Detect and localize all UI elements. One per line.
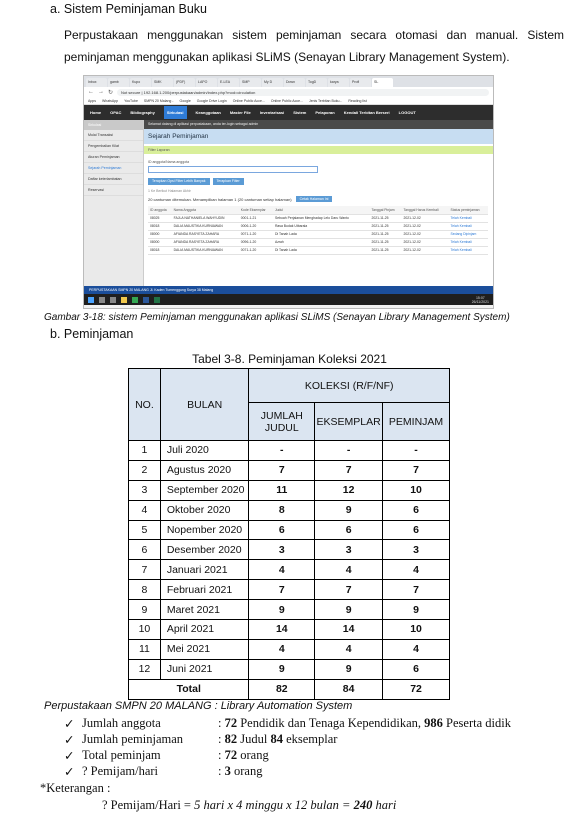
loan-table-cell: 08000 [148, 238, 172, 246]
row-no: 5 [129, 520, 161, 540]
row-judul: - [249, 441, 315, 461]
loan-table-header-cell: Status peminjaman [449, 206, 488, 214]
loan-table-row [148, 246, 488, 254]
loan-table-row [148, 230, 488, 238]
loan-table-cell: 2021-12-02 [401, 238, 448, 246]
row-peminjam: 7 [383, 460, 450, 480]
browser-tab: SL [372, 78, 393, 87]
summary-label: Total peminjam [82, 748, 161, 762]
bookmark-item: YouTube [124, 98, 138, 103]
loan-table-header-cell: Nama Anggota [172, 206, 239, 214]
browser-tab: Kupo [130, 78, 151, 87]
loan-table-row [148, 222, 488, 230]
filter-header: Filter Laporan [144, 146, 493, 154]
loan-table-cell: 2021-12-02 [401, 222, 448, 230]
loan-table-cell: Sedang Dipinjam [449, 230, 488, 238]
loan-table-header-cell: Judul [273, 206, 370, 214]
taskbar-clock: 15:07 26/11/2021 [471, 295, 489, 304]
browser-tab: Profi [350, 78, 371, 87]
row-bulan: Februari 2021 [160, 580, 249, 600]
loan-table-row [148, 238, 488, 246]
summary-value: : 72 orang [218, 748, 269, 762]
browser-tab: E-LEA [218, 78, 239, 87]
sidebar-item: Mulai Transaksi [84, 130, 143, 141]
table-row [129, 639, 450, 659]
loan-table-cell: Di Tanah Lada [273, 246, 370, 254]
chrome-icon [132, 297, 138, 303]
summary-label: ? Pemijam/hari [82, 764, 159, 778]
nav-item: Kendali Terbitan Berseri [343, 110, 390, 115]
result-count: 20 cantuman ditemukan. Menampilkan halaman 1 (20 cantuman setiap halaman) Cetak Halaman Ini [148, 196, 493, 202]
summary-label: Jumlah anggota [82, 716, 161, 730]
row-no: 12 [129, 659, 161, 679]
loan-table-cell: AFIANDA RASYETA ZAHARA [172, 230, 239, 238]
check-icon: ✓ [64, 749, 75, 763]
row-judul: 4 [249, 560, 315, 580]
row-no: 2 [129, 460, 161, 480]
row-bulan: Maret 2021 [160, 600, 249, 620]
loan-table-cell: 2021-12-02 [401, 246, 448, 254]
loan-table-cell: Rasa Budak Utbarala [273, 222, 370, 230]
table-row [129, 600, 450, 620]
row-bulan: Desember 2020 [160, 540, 249, 560]
col-bulan-header: BULAN [160, 369, 249, 441]
notes-label: *Keterangan : [40, 781, 111, 795]
windows-start-icon [88, 297, 94, 303]
section-a-heading: a. Sistem Peminjaman Buku [50, 2, 208, 16]
search-icon [99, 297, 105, 303]
check-icon: ✓ [64, 765, 75, 779]
loan-table-cell: 08000 [148, 230, 172, 238]
bookmark-item: Online Public Acce... [232, 98, 265, 103]
word-icon [143, 297, 149, 303]
row-judul: 11 [249, 480, 315, 500]
row-eksemplar: 4 [315, 560, 383, 580]
row-bulan: Oktober 2020 [160, 500, 249, 520]
col-peminjam-header: PEMINJAM [383, 403, 450, 441]
summary-list [64, 716, 511, 780]
browser-tab: Down [284, 78, 305, 87]
row-bulan: Juni 2021 [160, 659, 249, 679]
browser-url-bar [84, 87, 493, 97]
loan-table-cell: Telah Kembali [449, 214, 488, 222]
loan-table-cell: 0096-1-20 [239, 238, 273, 246]
row-no: 1 [129, 441, 161, 461]
row-peminjam: 3 [383, 540, 450, 560]
sidebar-item: Daftar keterlambatan [84, 174, 143, 185]
forward-icon: → [98, 89, 104, 95]
row-eksemplar: 3 [315, 540, 383, 560]
slims-sidebar [84, 120, 144, 286]
loan-table-cell: 0071-1-20 [239, 246, 273, 254]
row-judul: 7 [249, 460, 315, 480]
summary-label: Jumlah peminjaman [82, 732, 184, 746]
browser-tab: gamb [108, 78, 129, 87]
nav-item: Sirkulasi [164, 106, 187, 119]
loan-table-cell: 08018 [148, 222, 172, 230]
row-bulan: Mei 2021 [160, 639, 249, 659]
loan-table-cell: 0006-1-20 [239, 222, 273, 230]
row-no: 3 [129, 480, 161, 500]
row-eksemplar: 7 [315, 460, 383, 480]
row-peminjam: 7 [383, 580, 450, 600]
table-row [129, 441, 450, 461]
loan-table-cell: Telah Kembali [449, 222, 488, 230]
formula-line [102, 798, 396, 813]
url-field: Not secure | 192.168.1.200/perpustakaan/admin/index.php?mod=circulation [117, 89, 489, 96]
row-bulan: Januari 2021 [160, 560, 249, 580]
bookmark-item: Jenis Terbitan Buku... [308, 98, 343, 103]
url-text: 192.168.1.200/perpustakaan/admin/index.php?mod=circulation [143, 89, 256, 95]
summary-value: : 72 Pendidik dan Tenaga Kependidikan, 986 Peserta didik [218, 716, 511, 730]
bookmark-item: Google [179, 98, 191, 103]
row-peminjam: 10 [383, 480, 450, 500]
loan-table-header-cell: Kode Eksemplar [239, 206, 273, 214]
more-filter-button: Terapkan Opsi Filter Lebih Banyak [148, 178, 210, 185]
row-bulan: Nopember 2020 [160, 520, 249, 540]
windows-taskbar [84, 294, 493, 305]
total-label: Total [129, 679, 249, 699]
section-b-heading: b. Peminjaman [50, 327, 134, 341]
bookmark-item: Online Public Acce... [270, 98, 303, 103]
summary-row [64, 764, 511, 780]
row-peminjam: 6 [383, 500, 450, 520]
row-bulan: Juli 2020 [160, 441, 249, 461]
loan-table-cell: 2021-12-02 [401, 230, 448, 238]
bookmark-item: Google Drive Login [196, 98, 227, 103]
row-no: 11 [129, 639, 161, 659]
row-eksemplar: 9 [315, 500, 383, 520]
nav-item: Bibliography [130, 110, 155, 115]
row-judul: 9 [249, 600, 315, 620]
loan-table-cell: 2021-12-02 [401, 214, 448, 222]
sidebar-item: Pengembalian Kilat [84, 141, 143, 152]
nav-item: Pelaporan [315, 110, 335, 115]
row-peminjam: 6 [383, 520, 450, 540]
nav-item: LOGOUT [398, 110, 416, 115]
nav-item: Inventarisasi [259, 110, 285, 115]
row-judul: 7 [249, 580, 315, 600]
slims-main-nav [84, 105, 493, 120]
task-view-icon [110, 297, 116, 303]
row-eksemplar: 9 [315, 600, 383, 620]
sidebar-item: Reservasi [84, 185, 143, 196]
check-icon: ✓ [64, 733, 75, 747]
col-judul-header: JUMLAH JUDUL [249, 403, 315, 441]
row-eksemplar: 6 [315, 520, 383, 540]
table-row [129, 580, 450, 600]
back-icon: ← [88, 89, 94, 95]
loan-table-header-cell: ID anggota [148, 206, 172, 214]
row-peminjam: 4 [383, 560, 450, 580]
loan-table-cell: DALIA MAUSTIKA KURNIAWAN [172, 246, 239, 254]
bookmark-item: WhatsApp [101, 98, 119, 103]
loan-table-cell: 2021-11-25 [369, 246, 401, 254]
section-a-paragraph: Perpustakaan menggunakan sistem peminjaman secara otomasi dan manual. Sistem peminjaman menggunakan aplikasi SLiMS (Senayan Library Management System). [64, 28, 564, 64]
loan-table-cell: 2021-11-25 [369, 238, 401, 246]
table-row [129, 659, 450, 679]
bookmark-item: Apps [88, 98, 96, 103]
reload-icon: ↻ [108, 89, 114, 96]
table-row [129, 620, 450, 640]
row-peminjam: 6 [383, 659, 450, 679]
col-eksemplar-header: EKSEMPLAR [315, 403, 383, 441]
table-row [129, 520, 450, 540]
loan-table-cell: 08018 [148, 246, 172, 254]
row-judul: 14 [249, 620, 315, 640]
nav-item: OPAC [110, 110, 122, 115]
browser-tab: karya [328, 78, 349, 87]
loan-table-cell: DALIA MAUSTIKA KURNIAWAN [172, 222, 239, 230]
row-peminjam: 9 [383, 600, 450, 620]
browser-tab-bar [84, 76, 493, 87]
excel-icon [154, 297, 160, 303]
row-bulan: September 2020 [160, 480, 249, 500]
loan-table-cell: Sebuah Perjalanan Menghadap Lelo Daru Wanto [273, 214, 370, 222]
loan-table-cell: Di Tanah Lada [273, 230, 370, 238]
table-row [129, 460, 450, 480]
file-explorer-icon [121, 297, 127, 303]
total-judul: 82 [249, 679, 315, 699]
bookmarks-bar [84, 97, 493, 105]
row-eksemplar: 14 [315, 620, 383, 640]
formula-expression: 5 hari x 4 minggu x 12 bulan = 240 hari [194, 798, 397, 812]
slims-screenshot [83, 75, 494, 309]
browser-tab: SMK [152, 78, 173, 87]
pager: 1 Ke Berikut Halaman Akhir [148, 189, 191, 193]
figure-caption: Gambar 3-18: sistem Peminjaman menggunakan aplikasi SLiMS (Senayan Library Management System) [44, 312, 510, 323]
table-row [129, 540, 450, 560]
loan-table-cell: 2021-11-25 [369, 230, 401, 238]
formula-prefix: ? Pemijam/Hari = [102, 798, 195, 812]
row-judul: 6 [249, 520, 315, 540]
browser-tab: (PDF) [174, 78, 195, 87]
row-judul: 4 [249, 639, 315, 659]
loan-table-cell: AFIANDA RASYETA ZAHARA [172, 238, 239, 246]
nav-item: Master File [229, 110, 251, 115]
url-prefix: Not secure [121, 89, 141, 95]
loan-table-cell: 0001-1-21 [239, 214, 273, 222]
table-row [129, 480, 450, 500]
loan-table-cell: 08025 [148, 214, 172, 222]
sidebar-header: Sirkulasi [84, 120, 143, 130]
info-bar: Selamat datang di aplikasi perpustakaan, anda ter-login sebagai admin [144, 120, 493, 129]
col-koleksi-header: KOLEKSI (R/F/NF) [249, 369, 450, 403]
browser-tab: SMP [240, 78, 261, 87]
loan-table-header-cell: Tanggal Pinjam [369, 206, 401, 214]
row-eksemplar: 12 [315, 480, 383, 500]
row-judul: 3 [249, 540, 315, 560]
nav-item: Sistem [293, 110, 307, 115]
check-icon: ✓ [64, 717, 75, 731]
bookmark-item: SMPN 20 Malang - [143, 98, 174, 103]
row-peminjam: 4 [383, 639, 450, 659]
nav-item: Home [90, 110, 102, 115]
row-judul: 9 [249, 659, 315, 679]
summary-row [64, 748, 511, 764]
summary-value: : 3 orang [218, 764, 263, 778]
row-peminjam: - [383, 441, 450, 461]
sidebar-item: Aturan Peminjaman [84, 152, 143, 163]
print-button: Cetak Halaman Ini [296, 196, 333, 202]
loan-table-cell: Telah Kembali [449, 246, 488, 254]
table-row [129, 500, 450, 520]
total-row [129, 679, 450, 699]
row-eksemplar: 9 [315, 659, 383, 679]
browser-tab: TogD [306, 78, 327, 87]
row-judul: 8 [249, 500, 315, 520]
apply-filter-button: Terapkan Filter [213, 178, 244, 185]
slims-footer: PERPUSTAKAAN SMPN 20 MALANG Jl. Kaden Tumenggung Surya 38 Malang [84, 286, 493, 294]
loan-table-cell: Telah Kembali [449, 238, 488, 246]
loan-table-cell: FAJLA NATHANIELA WAHYUDIN [172, 214, 239, 222]
loan-table-header-cell: Tanggal Harus Kembali [401, 206, 448, 214]
slims-main-panel [144, 120, 493, 286]
table-caption: Tabel 3-8. Peminjaman Koleksi 2021 [192, 352, 387, 366]
summary-row [64, 716, 511, 732]
row-peminjam: 10 [383, 620, 450, 640]
row-no: 4 [129, 500, 161, 520]
loan-table-row [148, 214, 488, 222]
row-no: 9 [129, 600, 161, 620]
loan-table-cell: 2021-11-25 [369, 214, 401, 222]
browser-tab: Inbox [86, 78, 107, 87]
summary-value: : 82 Judul 84 eksemplar [218, 732, 338, 746]
loan-table-cell: 0071-1-20 [239, 230, 273, 238]
browser-tab: My D [262, 78, 283, 87]
row-bulan: Agustus 2020 [160, 460, 249, 480]
row-eksemplar: - [315, 441, 383, 461]
row-bulan: April 2021 [160, 620, 249, 640]
row-no: 6 [129, 540, 161, 560]
row-eksemplar: 7 [315, 580, 383, 600]
row-no: 8 [129, 580, 161, 600]
row-eksemplar: 4 [315, 639, 383, 659]
member-field-label: ID anggota/Nama anggota [148, 160, 190, 164]
row-no: 10 [129, 620, 161, 640]
loan-table-cell: Azrah [273, 238, 370, 246]
loan-table-header-row [148, 206, 488, 214]
member-input [148, 166, 318, 173]
loan-collection-table [128, 368, 450, 700]
col-no-header: NO. [129, 369, 161, 441]
browser-tab: LAPO [196, 78, 217, 87]
bookmark-item: Reading list [348, 98, 367, 103]
loan-table-cell: 2021-11-25 [369, 222, 401, 230]
total-eksemplar: 84 [315, 679, 383, 699]
summary-heading: Perpustakaan SMPN 20 MALANG : Library Automation System [44, 700, 353, 712]
row-no: 7 [129, 560, 161, 580]
nav-item: Keanggotaan [195, 110, 221, 115]
sidebar-item: Sejarah Peminjaman [84, 163, 143, 174]
loan-history-table [148, 206, 488, 255]
total-peminjam: 72 [383, 679, 450, 699]
page-title: Sejarah Peminjaman [144, 129, 493, 144]
summary-row [64, 732, 511, 748]
table-row [129, 560, 450, 580]
